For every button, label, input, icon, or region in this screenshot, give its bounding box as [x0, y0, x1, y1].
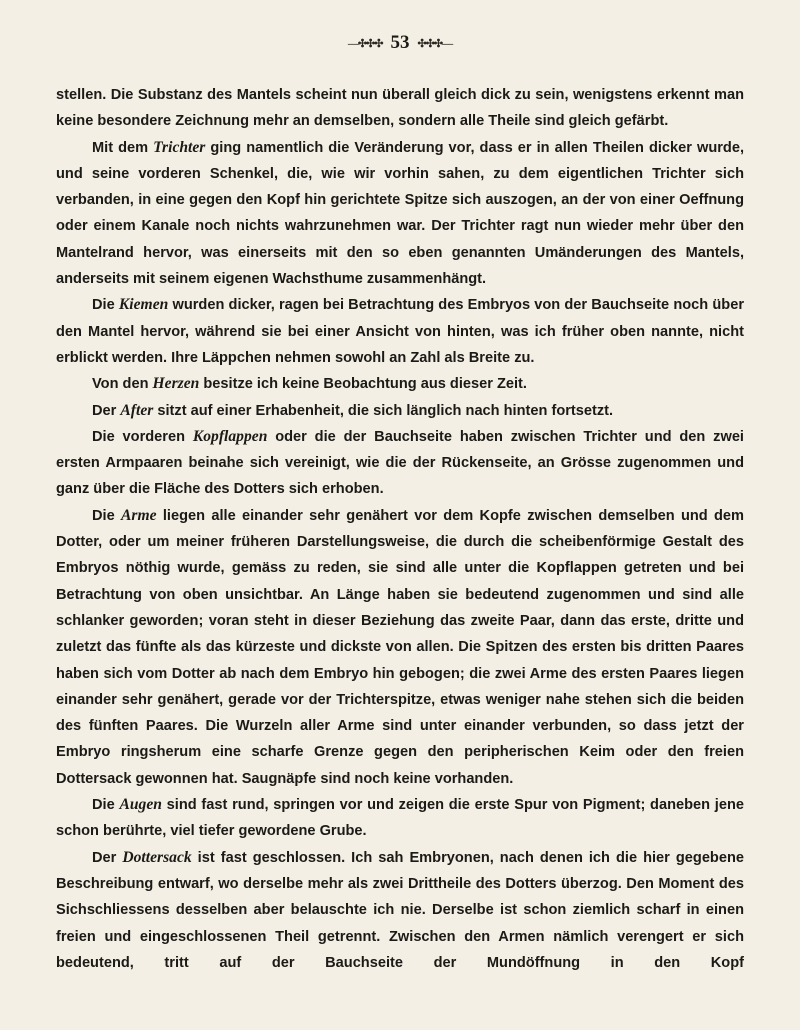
paragraph	[56, 135, 744, 293]
italic-term: Augen	[119, 796, 162, 814]
italic-term: Trichter	[153, 138, 206, 156]
paragraph-text: Von den	[92, 376, 153, 393]
italic-term: Kopflappen	[192, 427, 268, 445]
book-page	[56, 28, 744, 976]
header-ornament-right: ✣✣✣—	[417, 37, 453, 50]
paragraph-text: Mit dem	[92, 139, 154, 156]
italic-term: Dottersack	[122, 848, 192, 866]
body-text	[56, 82, 744, 976]
paragraph	[56, 82, 744, 135]
paragraph	[56, 503, 744, 792]
italic-term: Arme	[121, 506, 157, 524]
paragraph-text: Die vorderen	[92, 428, 193, 445]
paragraph	[56, 292, 744, 371]
paragraph-text: sind fast rund, springen vor und zeigen die erste Spur von Pigment; daneben jene schon berührte, viel tiefer gewordene Grube.	[56, 797, 745, 840]
paragraph	[56, 845, 744, 976]
italic-term: Herzen	[152, 375, 200, 393]
italic-term: Kiemen	[118, 296, 169, 314]
paragraph-text: Die	[92, 507, 122, 524]
header-ornament-left: —✣✣✣	[347, 37, 383, 50]
paragraph-text: stellen. Die Substanz des Mantels scheint nun überall gleich dick zu sein, wenigstens erkennt man keine besondere Zeichnung mehr an demselben, sondern alle Theile sind gleich gefärbt.	[56, 87, 744, 130]
paragraph-text: oder die der Bauchseite haben zwischen Trichter und den zwei ersten Armpaaren beinahe sich vereinigt, wie die der Rückenseite, an Grösse zugenommen und ganz über die Fläche des Dotters sich erhoben.	[56, 428, 744, 498]
paragraph	[56, 371, 744, 397]
paragraph-text: Der	[92, 849, 123, 866]
paragraph	[56, 792, 744, 845]
paragraph-text: besitze ich keine Beobachtung aus dieser Zeit.	[199, 376, 527, 393]
page-number: 53	[390, 32, 410, 53]
paragraph-text: Die	[92, 297, 119, 314]
paragraph-text: Der	[92, 402, 121, 419]
paragraph-text: Die	[92, 797, 120, 814]
paragraph	[56, 424, 744, 503]
paragraph-text: sitzt auf einer Erhabenheit, die sich länglich nach hinten fortsetzt.	[153, 402, 614, 419]
paragraph-text: ist fast geschlossen. Ich sah Embryonen, nach denen ich die hier gegebene Beschreibung entwarf, wo derselbe mehr als zwei Drittheile des Dotters überzog. Den Moment des Sichschliessens desselben aber belauschte ich nie. Derselbe ist schon ziemlich scharf in einen freien und eingeschlossenen Theil getrennt. Zwischen den Armen nämlich verengert er sich bedeutend, tritt auf der Bauchseite der Mundöffnung in den Kopf	[56, 849, 744, 971]
paragraph-text: ging namentlich die Veränderung vor, dass er in allen Theilen dicker wurde, und seine vorderen Schenkel, die, wie wir vorhin sahen, zu dem eigentlichen Trichter sich verbanden, in eine gegen den Kopf hin gerichtete Spitze sich auszogen, an der von einer Oeffnung oder einem Kanale noch nichts wahrzunehmen war. Der Trichter ragt nun wieder mehr über den Mantelrand hervor, was einerseits mit den so eben genannten Umänderungen des Mantels, anderseits mit seinem eigenen Wachsthume zusammenhängt.	[56, 139, 744, 288]
paragraph	[56, 398, 744, 424]
italic-term: After	[120, 401, 154, 419]
paragraph-text: liegen alle einander sehr genähert vor dem Kopfe zwischen demselben und dem Dotter, oder um meiner früheren Darstellungsweise, die durch die scheibenförmige Gestalt des Embryos nöthig wurde, gemäss zu reden, sie sind alle unter die Kopflappen getreten und bei Betrachtung von oben unsichtbar. An Länge haben sie bedeutend zugenommen und sind alle schlanker geworden; voran steht in dieser Beziehung das zweite Paar, dann das erste, dritte und zuletzt das fünfte als das kürzeste und dickste von allen. Die Spitzen des ersten bis dritten Paares haben sich vom Dotter ab nach dem Embryo hin gebogen; die zwei Arme des ersten Paares liegen einander sehr genähert, gerade vor der Trichterspitze, etwas weniger nahe stehen sich die beiden des fünften Paares. Die Wurzeln aller Arme sind unter einander verbunden, so dass jetzt der Embryo ringsherum eine scharfe Grenze gegen den peripherischen Keim oder den freien Dottersack gewonnen hat. Saugnäpfe sind noch keine vorhanden.	[56, 507, 745, 787]
paragraph-text: wurden dicker, ragen bei Betrachtung des Embryos von der Bauchseite noch über den Mantel hervor, während sie bei einer Ansicht von hinten, was ich früher oben nannte, nicht erblickt werden. Ihre Läppchen nehmen sowohl an Zahl als Breite zu.	[56, 297, 745, 366]
page-header	[56, 28, 744, 58]
